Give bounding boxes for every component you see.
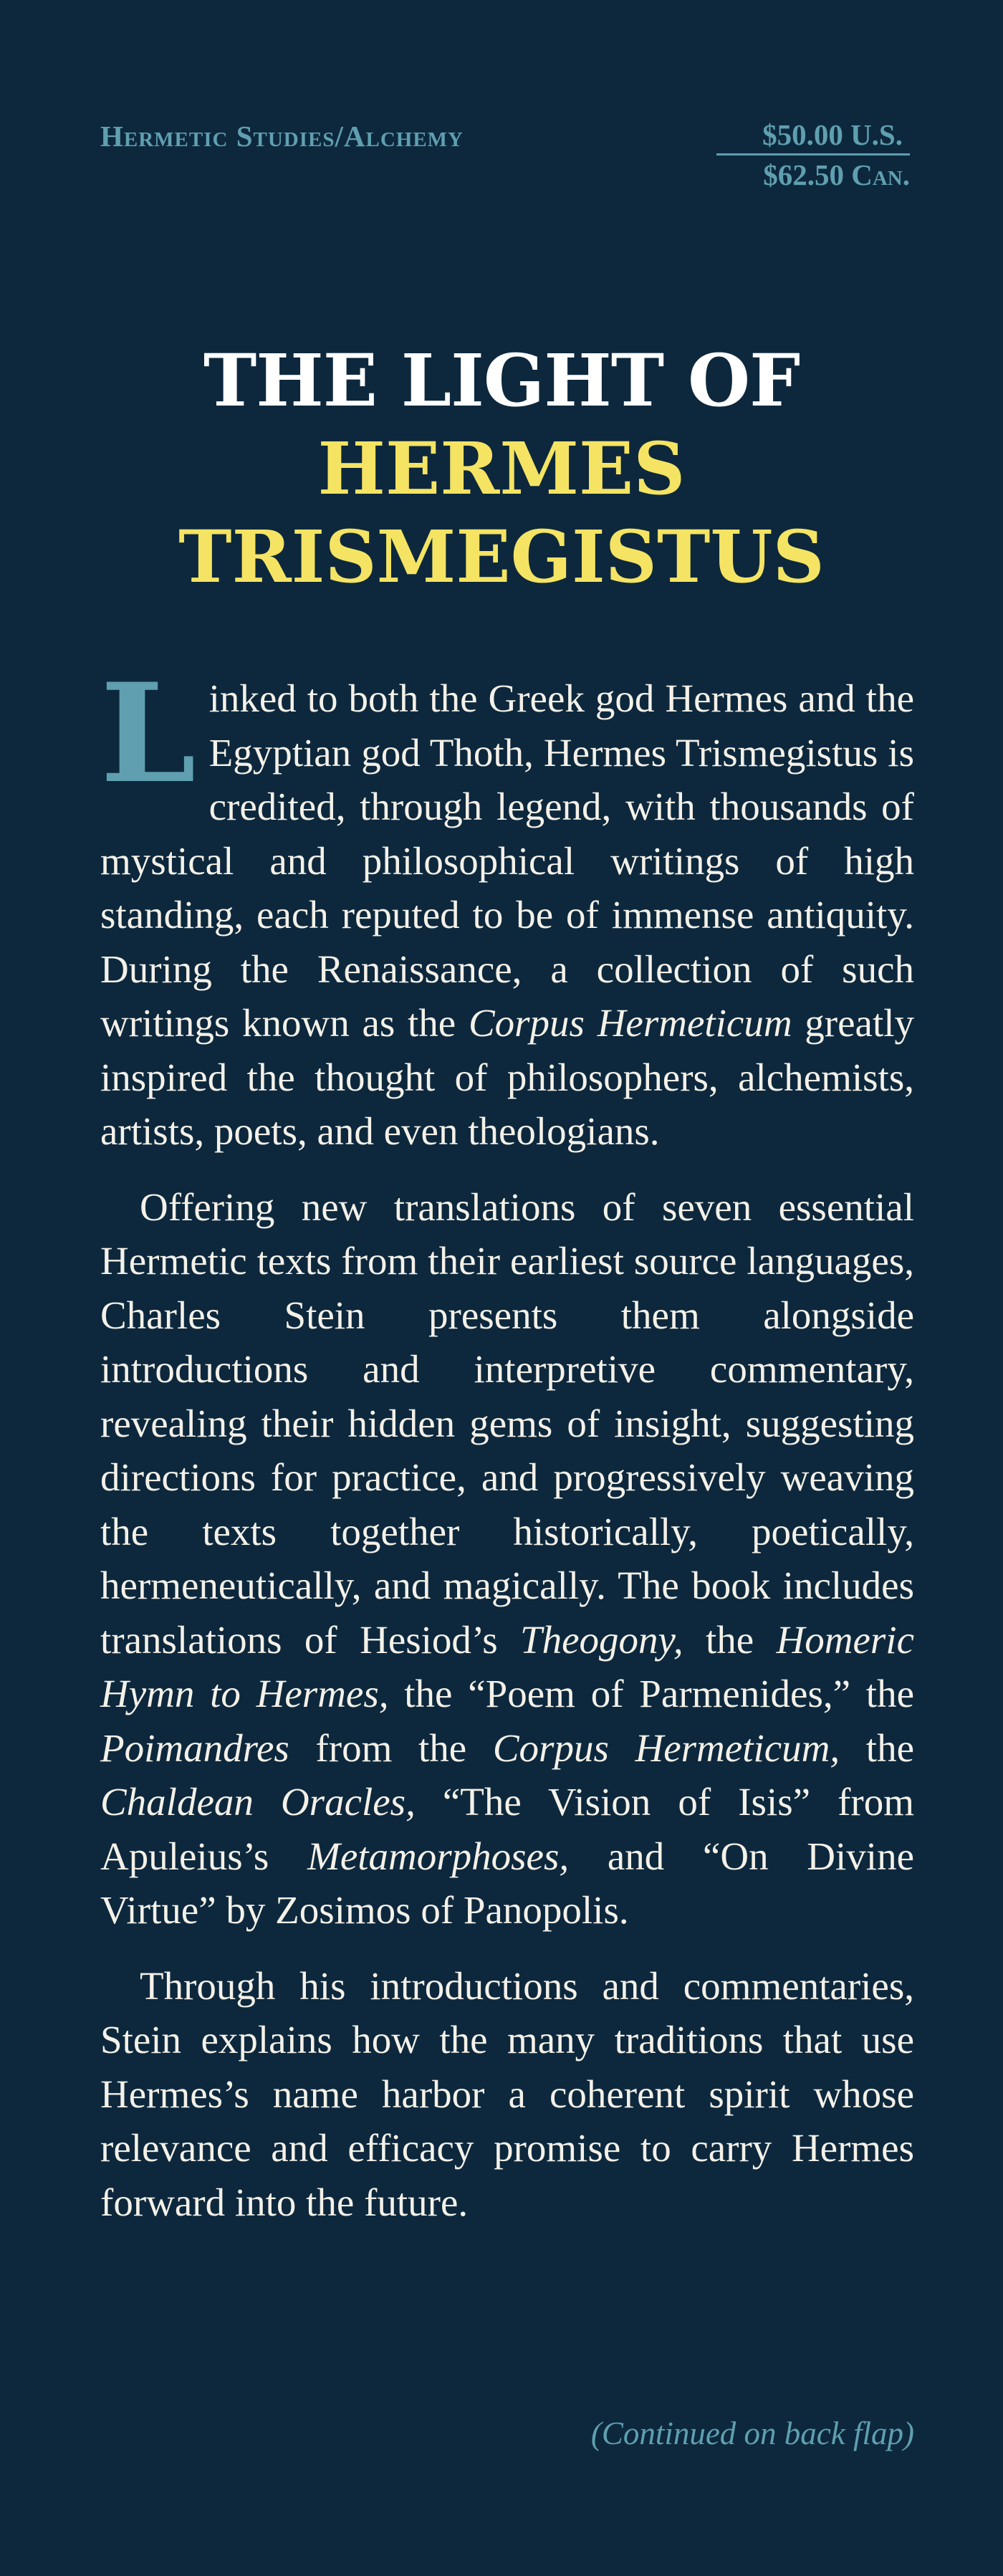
- category-label: Hermetic Studies/Alchemy: [100, 120, 464, 153]
- p1-text-a: inked to both the Greek god Hermes and the Egyptian god Thoth, Hermes Trismegistus is credited, through legend, with thousands of mystical and philosophical writings of high standing, each reputed to be of immense antiquity. During the Renaissance, a collection of such writings known as the: [100, 676, 914, 1045]
- price-us: $50.00 U.S.: [716, 118, 910, 155]
- book-title: [0, 337, 1003, 601]
- title-line-3: TRISMEGISTUS: [178, 514, 825, 599]
- p2-italic-1: Theogony,: [519, 1617, 683, 1662]
- continued-note: (Continued on back flap): [590, 2415, 914, 2451]
- p2-text-e: the: [840, 1725, 914, 1770]
- p2-text-f: “The Vision of Isis” from Apuleius’s: [100, 1780, 914, 1878]
- p2-italic-3: Poimandres: [100, 1725, 289, 1770]
- title-line-2: HERMES: [317, 426, 686, 511]
- p2-text-d: from the: [289, 1725, 493, 1770]
- description: [100, 653, 914, 2251]
- p2-text-c: the “Poem of Parmenides,” the: [388, 1672, 914, 1715]
- p2-italic-6: Metamorphoses,: [307, 1834, 570, 1878]
- drop-cap: L: [100, 653, 196, 813]
- paragraph-1: [100, 653, 914, 1159]
- p2-italic-4: Corpus Hermeticum,: [492, 1725, 840, 1770]
- p2-text-g: and “On Divine Virtue” by Zosimos of Panopolis.: [100, 1834, 914, 1932]
- price-can: $62.50 Can.: [763, 158, 910, 191]
- p2-text-a: Offering new translations of seven essential Hermetic texts from their earliest source languages, Charles Stein presents them alongside introductions and interpretive commentary, revealing their hidden gems of insight, suggesting directions for practice, and progressively weaving the texts together historically, poetically, hermeneutically, and magically. The book includes translations of Hesiod’s: [100, 1184, 914, 1662]
- p2-italic-2: Homeric Hymn to Hermes,: [100, 1617, 914, 1715]
- title-line-1: THE LIGHT OF: [203, 338, 800, 423]
- p2-text-b: the: [683, 1617, 777, 1662]
- price-box: [716, 118, 910, 193]
- p1-text-b: greatly inspired the thought of philosophers, alchemists, artists, poets, and even theologians.: [100, 1001, 914, 1153]
- p1-italic: Corpus Hermeticum: [468, 1001, 792, 1045]
- paragraph-2: [100, 1180, 914, 1938]
- paragraph-3: Through his introductions and commentaries, Stein explains how the many traditions that use Hermes’s name harbor a coherent spirit whose relevance and efficacy promise to carry Hermes forward into the future.: [100, 1963, 914, 2224]
- p2-italic-5: Chaldean Oracles,: [100, 1780, 416, 1824]
- header-bar: [100, 113, 914, 206]
